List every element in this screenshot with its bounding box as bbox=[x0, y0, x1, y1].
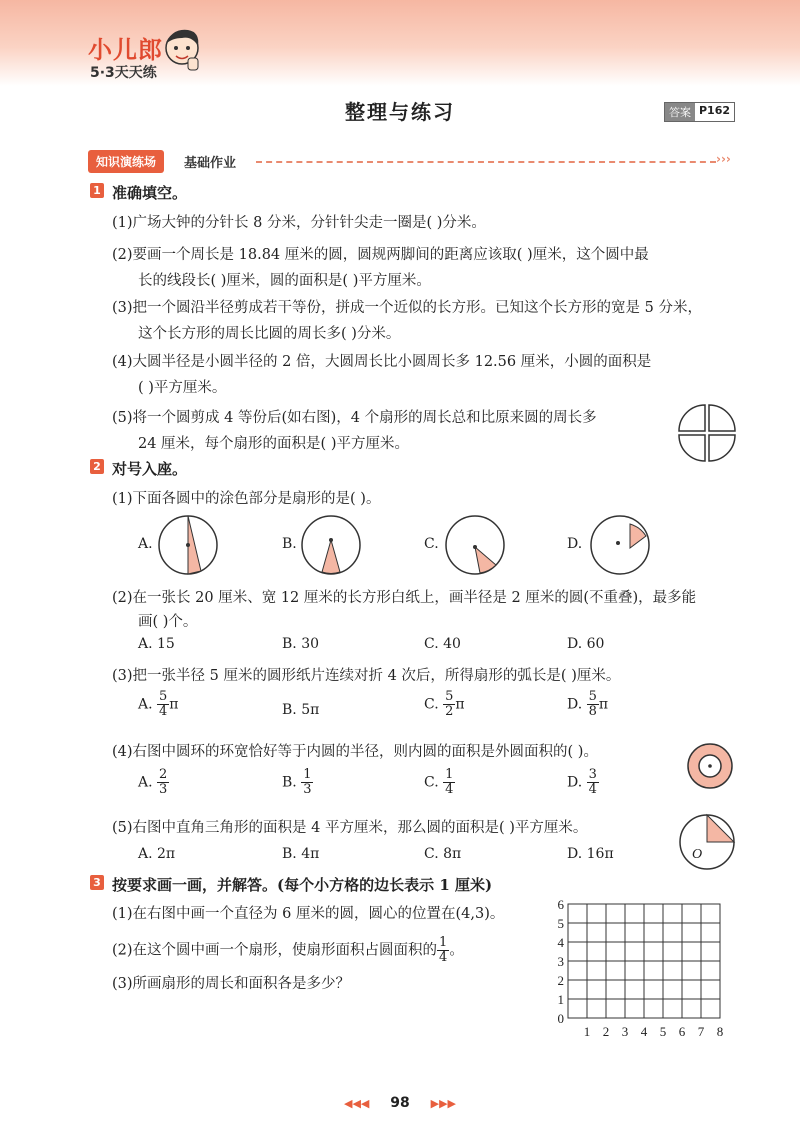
section-tag: 知识演练场 bbox=[88, 150, 164, 173]
q1-line: (4)大圆半径是小圆半径的 2 倍，大圆周长比小圆周长多 12.56 厘米，小圆的面积是 bbox=[112, 354, 652, 370]
numerator: 5 bbox=[445, 689, 454, 704]
option: D. 16π bbox=[567, 846, 614, 862]
numerator: 1 bbox=[445, 767, 454, 782]
denominator: 4 bbox=[439, 950, 448, 965]
circle-option-b bbox=[300, 514, 362, 576]
grid-x-label: 3 bbox=[621, 1024, 629, 1039]
mascot-icon bbox=[158, 24, 206, 76]
question-heading: 准确填空。 bbox=[112, 184, 188, 202]
option-value: 5π bbox=[301, 702, 320, 718]
option-label: D. bbox=[567, 536, 583, 552]
page-title: 整理与练习 bbox=[345, 100, 455, 124]
option-fraction bbox=[282, 768, 313, 797]
q1-line: 这个长方形的周长比圆的周长多( )分米。 bbox=[138, 326, 401, 342]
fraction bbox=[157, 768, 169, 797]
grid-x-label: 8 bbox=[716, 1024, 724, 1039]
q2-s2: 画( )个。 bbox=[138, 614, 198, 630]
q2-s4: (4)右图中圆环的环宽恰好等于内圆的半径，则内圆的面积是外圆面积的( )。 bbox=[112, 744, 598, 760]
circle-option-c bbox=[444, 514, 506, 576]
option-label: D. bbox=[567, 774, 583, 791]
four-sectors-figure bbox=[676, 402, 738, 464]
denominator: 4 bbox=[159, 704, 168, 719]
denominator: 4 bbox=[445, 782, 454, 797]
q1-line: (2)要画一个周长是 18.84 厘米的圆，圆规两脚间的距离应该取( )厘米，这个圆中最 bbox=[112, 247, 649, 263]
grid-x-label: 1 bbox=[583, 1024, 591, 1039]
page-footer bbox=[0, 1095, 800, 1111]
answer-ref bbox=[664, 102, 735, 122]
option-fraction bbox=[282, 702, 319, 718]
fraction bbox=[437, 936, 449, 965]
option-label: D. bbox=[567, 696, 583, 713]
q1-line: (3)把一个圆沿半径剪成若干等份，拼成一个近似的长方形。已知这个长方形的宽是 5 分米， bbox=[112, 300, 702, 316]
pi-symbol: π bbox=[598, 696, 609, 713]
answer-page: P162 bbox=[699, 104, 731, 117]
section-subtitle: 基础作业 bbox=[184, 156, 237, 171]
grid-x-label: 7 bbox=[697, 1024, 705, 1039]
question-heading: 对号入座。 bbox=[112, 460, 188, 478]
option: A. 15 bbox=[138, 636, 175, 652]
fraction bbox=[157, 690, 169, 719]
grid-y-label: 1 bbox=[557, 992, 564, 1007]
grid-y-label: 2 bbox=[557, 973, 564, 988]
grid-y-label: 3 bbox=[557, 954, 564, 969]
q3-s1: (1)在右图中画一个直径为 6 厘米的圆，圆心的位置在(4,3)。 bbox=[112, 906, 505, 922]
q3-s2 bbox=[112, 936, 464, 965]
option: C. 40 bbox=[424, 636, 461, 652]
grid-x-label: 2 bbox=[602, 1024, 610, 1039]
fraction bbox=[301, 768, 313, 797]
numerator: 5 bbox=[159, 689, 168, 704]
grid-y-label: 4 bbox=[557, 935, 564, 950]
option-fraction bbox=[567, 690, 608, 719]
option-label: B. bbox=[282, 536, 297, 552]
question-heading: 按要求画一画，并解答。(每个小方格的边长表示 1 厘米) bbox=[112, 876, 493, 894]
option-label: A. bbox=[138, 536, 153, 552]
option-label: B. bbox=[282, 702, 297, 718]
option: A. 2π bbox=[138, 846, 176, 862]
grid-y-label: 0 bbox=[557, 1011, 564, 1026]
denominator: 3 bbox=[303, 782, 312, 797]
q2-s2: (2)在一张长 20 厘米、宽 12 厘米的长方形白纸上，画半径是 2 厘米的圆(不重叠)，最多能 bbox=[112, 590, 697, 606]
numerator: 1 bbox=[439, 935, 448, 950]
pi-symbol: π bbox=[455, 696, 465, 713]
annulus-figure bbox=[686, 742, 734, 790]
q2-s5: (5)右图中直角三角形的面积是 4 平方厘米，那么圆的面积是( )平方厘米。 bbox=[112, 820, 588, 836]
q2-s3: (3)把一张半径 5 厘米的圆形纸片连续对折 4 次后，所得扇形的弧长是( )厘米。 bbox=[112, 668, 621, 684]
question-number: 1 bbox=[90, 183, 104, 198]
q1-line: 24 厘米，每个扇形的面积是( )平方厘米。 bbox=[138, 436, 409, 452]
fraction bbox=[587, 690, 599, 719]
option-label: A. bbox=[138, 774, 153, 791]
option-fraction bbox=[424, 690, 465, 719]
q3-s2-text: (2)在这个圆中画一个扇形，使扇形面积占圆面积的 bbox=[112, 942, 438, 959]
denominator: 3 bbox=[159, 782, 168, 797]
numerator: 5 bbox=[588, 689, 597, 704]
answer-label: 答案 bbox=[665, 103, 695, 121]
circle-option-d bbox=[589, 514, 651, 576]
prev-arrows-icon: ◀◀◀ bbox=[343, 1097, 370, 1110]
denominator: 2 bbox=[445, 704, 454, 719]
dashed-divider bbox=[256, 161, 716, 163]
option-label: C. bbox=[424, 696, 439, 713]
option: B. 4π bbox=[282, 846, 320, 862]
circle-option-a bbox=[157, 514, 219, 576]
coordinate-grid bbox=[548, 894, 738, 1044]
denominator: 4 bbox=[588, 782, 597, 797]
q3-s2-text: 。 bbox=[449, 942, 464, 959]
page-number: 98 bbox=[390, 1095, 410, 1111]
option-fraction bbox=[424, 768, 455, 797]
grid-x-label: 6 bbox=[678, 1024, 686, 1039]
q2-s1: (1)下面各圆中的涂色部分是扇形的是( )。 bbox=[112, 491, 381, 507]
fraction bbox=[443, 690, 455, 719]
option-fraction bbox=[567, 768, 599, 797]
next-arrows-icon: ▶▶▶ bbox=[430, 1097, 456, 1110]
question-number: 2 bbox=[90, 459, 104, 474]
q1-line: ( )平方厘米。 bbox=[138, 380, 227, 396]
center-label: O bbox=[692, 847, 703, 862]
option: C. 8π bbox=[424, 846, 462, 862]
chevrons-icon: ››› bbox=[716, 152, 731, 166]
option-label: A. bbox=[138, 696, 153, 713]
numerator: 1 bbox=[303, 767, 312, 782]
logo-sub: 5·3天天练 bbox=[90, 65, 157, 81]
logo-main: 小儿郎 bbox=[88, 36, 163, 64]
q1-line: 长的线段长( )厘米，圆的面积是( )平方厘米。 bbox=[138, 273, 431, 289]
numerator: 3 bbox=[588, 767, 597, 782]
option-label: C. bbox=[424, 774, 439, 791]
circle-triangle-figure bbox=[676, 812, 738, 872]
grid-x-label: 5 bbox=[659, 1024, 667, 1039]
question-number: 3 bbox=[90, 875, 104, 890]
pi-symbol: π bbox=[169, 696, 179, 713]
grid-y-label: 6 bbox=[557, 897, 564, 912]
option-fraction bbox=[138, 690, 179, 719]
numerator: 2 bbox=[159, 767, 168, 782]
option-label: B. bbox=[282, 774, 297, 791]
grid-x-label: 4 bbox=[640, 1024, 648, 1039]
fraction bbox=[587, 768, 599, 797]
option-label: C. bbox=[424, 536, 439, 552]
q1-line: (1)广场大钟的分针长 8 分米，分针针尖走一圈是( )分米。 bbox=[112, 215, 486, 231]
grid-y-label: 5 bbox=[557, 916, 564, 931]
option-fraction bbox=[138, 768, 169, 797]
denominator: 8 bbox=[588, 704, 597, 719]
q3-s3: (3)所画扇形的周长和面积各是多少？ bbox=[112, 976, 351, 992]
option: B. 30 bbox=[282, 636, 320, 652]
fraction bbox=[443, 768, 455, 797]
option: D. 60 bbox=[567, 636, 605, 652]
q1-line: (5)将一个圆剪成 4 等份后(如右图)，4 个扇形的周长总和比原来圆的周长多 bbox=[112, 410, 597, 426]
